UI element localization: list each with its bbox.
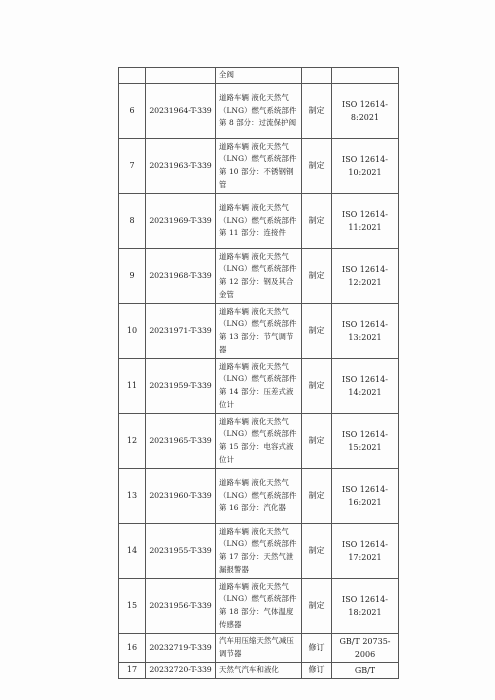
row-number-cell: 12 (119, 414, 146, 469)
table-row (119, 579, 399, 634)
row-number-cell (119, 68, 146, 84)
work-type-cell: 制定 (302, 579, 332, 634)
table-row (119, 194, 399, 249)
row-number-cell: 8 (119, 194, 146, 249)
reference-standard-cell (332, 68, 399, 84)
standards-table (118, 67, 399, 679)
plan-number-cell: 20232719-T-339 (146, 634, 216, 663)
work-type-cell: 制定 (302, 469, 332, 524)
plan-number-cell: 20231960-T-339 (146, 469, 216, 524)
table-row (119, 663, 399, 679)
reference-standard-cell: ISO 12614-15:2021 (332, 414, 399, 469)
table-row (119, 68, 399, 84)
plan-number-cell: 20231955-T-339 (146, 524, 216, 579)
plan-number-cell: 20231964-T-339 (146, 84, 216, 139)
standard-name-cell: 道路车辆 液化天然气（LNG）燃气系统部件 第 8 部分：过流保护阀 (216, 84, 302, 139)
standard-name-cell: 汽车用压缩天然气减压调节器 (216, 634, 302, 663)
reference-standard-cell: ISO 12614-16:2021 (332, 469, 399, 524)
table-row (119, 634, 399, 663)
row-number-cell: 14 (119, 524, 146, 579)
plan-number-cell: 20231963-T-339 (146, 139, 216, 194)
work-type-cell: 修订 (302, 634, 332, 663)
plan-number-cell: 20232720-T-339 (146, 663, 216, 679)
table-row (119, 414, 399, 469)
plan-number-cell: 20231969-T-339 (146, 194, 216, 249)
reference-standard-cell: ISO 12614-10:2021 (332, 139, 399, 194)
plan-number-cell: 20231968-T-339 (146, 249, 216, 304)
reference-standard-cell: ISO 12614-18:2021 (332, 579, 399, 634)
table-row (119, 469, 399, 524)
row-number-cell: 7 (119, 139, 146, 194)
reference-standard-cell: ISO 12614-14:2021 (332, 359, 399, 414)
reference-standard-cell: ISO 12614-12:2021 (332, 249, 399, 304)
row-number-cell: 11 (119, 359, 146, 414)
row-number-cell: 10 (119, 304, 146, 359)
work-type-cell: 制定 (302, 194, 332, 249)
standard-name-cell: 道路车辆 液化天然气（LNG）燃气系统部件 第 17 部分：天然气泄漏报警器 (216, 524, 302, 579)
reference-standard-cell: ISO 12614-8:2021 (332, 84, 399, 139)
reference-standard-cell: ISO 12614-11:2021 (332, 194, 399, 249)
standard-name-cell: 道路车辆 液化天然气（LNG）燃气系统部件 第 13 部分：节气调节器 (216, 304, 302, 359)
table-row (119, 249, 399, 304)
plan-number-cell: 20231965-T-339 (146, 414, 216, 469)
work-type-cell: 制定 (302, 84, 332, 139)
standard-name-cell: 道路车辆 液化天然气（LNG）燃气系统部件 第 16 部分：汽化器 (216, 469, 302, 524)
work-type-cell: 制定 (302, 249, 332, 304)
standard-name-cell: 道路车辆 液化天然气（LNG）燃气系统部件 第 10 部分：不锈钢钢管 (216, 139, 302, 194)
plan-number-cell: 20231956-T-339 (146, 579, 216, 634)
standard-name-cell: 道路车辆 液化天然气（LNG）燃气系统部件 第 12 部分：钢及其合金管 (216, 249, 302, 304)
reference-standard-cell: GB/T 20735-2006 (332, 634, 399, 663)
standard-name-cell: 道路车辆 液化天然气（LNG）燃气系统部件 第 11 部分：连接件 (216, 194, 302, 249)
reference-standard-cell: ISO 12614-13:2021 (332, 304, 399, 359)
table-row (119, 139, 399, 194)
row-number-cell: 15 (119, 579, 146, 634)
row-number-cell: 17 (119, 663, 146, 679)
reference-standard-cell: ISO 12614-17:2021 (332, 524, 399, 579)
row-number-cell: 16 (119, 634, 146, 663)
plan-number-cell: 20231959-T-339 (146, 359, 216, 414)
table-row (119, 359, 399, 414)
standard-name-cell: 道路车辆 液化天然气（LNG）燃气系统部件 第 14 部分：压差式液位计 (216, 359, 302, 414)
work-type-cell: 制定 (302, 359, 332, 414)
work-type-cell: 制定 (302, 304, 332, 359)
table-row (119, 84, 399, 139)
standard-name-cell: 道路车辆 液化天然气（LNG）燃气系统部件 第 15 部分：电容式液位计 (216, 414, 302, 469)
table-row (119, 524, 399, 579)
work-type-cell: 制定 (302, 524, 332, 579)
work-type-cell: 制定 (302, 139, 332, 194)
row-number-cell: 6 (119, 84, 146, 139)
work-type-cell: 修订 (302, 663, 332, 679)
plan-number-cell (146, 68, 216, 84)
row-number-cell: 9 (119, 249, 146, 304)
row-number-cell: 13 (119, 469, 146, 524)
work-type-cell: 制定 (302, 414, 332, 469)
standard-name-cell: 道路车辆 液化天然气（LNG）燃气系统部件 第 18 部分：气体温度传感器 (216, 579, 302, 634)
work-type-cell (302, 68, 332, 84)
reference-standard-cell: GB/T (332, 663, 399, 679)
plan-number-cell: 20231971-T-339 (146, 304, 216, 359)
standard-name-cell: 天然气汽车和液化 (216, 663, 302, 679)
table-row (119, 304, 399, 359)
standard-name-cell: 全阀 (216, 68, 302, 84)
